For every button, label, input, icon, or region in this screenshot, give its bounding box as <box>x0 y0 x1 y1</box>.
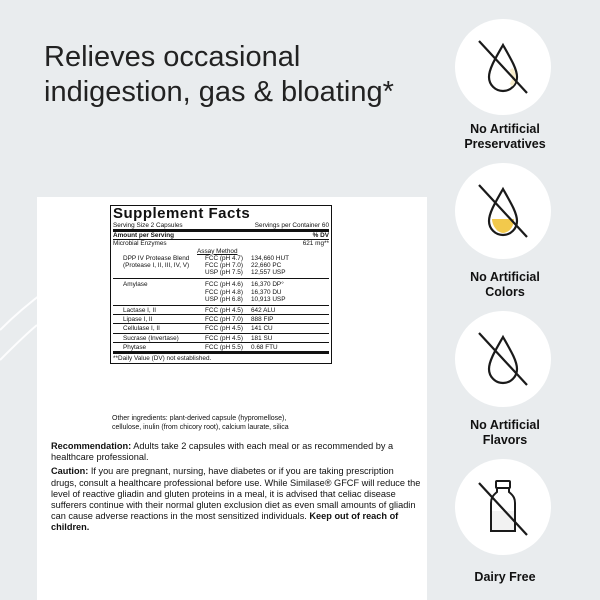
badge-no-colors <box>455 163 551 259</box>
enzyme-name: Lactase I, II <box>123 307 157 315</box>
dpp-blend-block <box>113 255 329 277</box>
badge-label-no-flavors <box>440 418 570 448</box>
headline-line-2: indigestion, gas & bloating* <box>44 76 394 108</box>
badge-label-no-preservatives <box>440 122 570 152</box>
assay-value: 10,913 USP <box>251 295 286 303</box>
badge-no-flavors <box>455 311 551 407</box>
badge-line-1: Dairy Free <box>474 570 536 584</box>
badge-line-2: Colors <box>485 285 525 299</box>
badge-label-dairy-free <box>440 570 570 585</box>
assay-value: 12,557 USP <box>251 269 286 277</box>
serving-row <box>113 222 329 229</box>
enzyme-row <box>113 305 329 314</box>
headline-line-1: Relieves occasional <box>44 41 301 73</box>
assay-method: FCC (pH 4.7) <box>205 254 243 262</box>
amount-header-row <box>113 229 329 239</box>
badge-line-1: No Artificial <box>470 122 540 136</box>
enzyme-row <box>113 314 329 323</box>
drop-no-preservatives-icon <box>455 19 551 115</box>
recommendation <box>51 441 421 463</box>
other-ingredients-line-1: Other ingredients: plant-derived capsule (hypromellose), <box>112 415 287 422</box>
badge-line-2: Preservatives <box>464 137 546 151</box>
badge-no-preservatives <box>455 19 551 115</box>
amylase-name: Amylase <box>123 281 148 289</box>
dv-header: % DV <box>312 232 329 240</box>
recommendation-text: Adults take 2 capsules with each meal or as recommended by a healthcare professional. <box>51 441 394 463</box>
assay-method: FCC (pH 4.8) <box>205 288 243 296</box>
enzyme-name: Cellulase I, II <box>123 325 160 333</box>
microbial-enzymes-label: Microbial Enzymes <box>113 240 167 248</box>
supplement-facts-box <box>110 205 332 364</box>
servings-per-container: Servings per Container 60 <box>254 222 329 229</box>
enzyme-row <box>113 323 329 332</box>
assay-value: 888 FIP <box>251 316 274 324</box>
dpp-blend-subname: (Protease I, II, III, IV, V) <box>123 262 190 270</box>
recommendation-label: Recommendation: <box>51 441 132 451</box>
caution-text: If you are pregnant, nursing, have diabetes or if you are taking prescription drugs, consult a healthcare professional before use. While Similase® GFCF will reduce the level of reactive gliadin and gluten proteins in a meal, it is advised that celiac disease sufferers continue with their normal gluten exclusion diet as even small amounts of gliadin can cause adverse reactions in the most sensitized individuals. <box>51 466 421 522</box>
assay-method: FCC (pH 4.5) <box>205 307 243 315</box>
caution <box>51 466 421 533</box>
assay-method: FCC (pH 7.0) <box>205 262 243 270</box>
label-panel <box>37 197 427 600</box>
enzyme-row <box>113 333 329 342</box>
assay-method: FCC (pH 4.5) <box>205 334 243 342</box>
assay-value: 642 ALU <box>251 307 276 315</box>
badge-label-no-colors <box>440 270 570 300</box>
caution-bold-end: Keep out of reach of children. <box>51 511 399 533</box>
badge-line-1: No Artificial <box>470 270 540 284</box>
assay-method: FCC (pH 4.5) <box>205 325 243 333</box>
other-ingredients <box>112 415 337 432</box>
badge-line-2: Flavors <box>482 433 528 447</box>
assay-value: 0.68 FTU <box>251 343 278 351</box>
drop-no-flavors-icon <box>455 311 551 407</box>
assay-value: 16,370 DU <box>251 288 282 296</box>
assay-method: USP (pH 6.8) <box>205 295 243 303</box>
serving-size: Serving Size 2 Capsules <box>113 222 183 229</box>
enzyme-row <box>113 342 329 351</box>
assay-value: 141 CU <box>251 325 273 333</box>
dpp-blend-name: DPP IV Protease Blend <box>123 254 190 262</box>
assay-method: FCC (pH 4.6) <box>205 281 243 289</box>
assay-method: FCC (pH 7.0) <box>205 316 243 324</box>
microbial-enzymes-row <box>113 239 329 247</box>
enzyme-name: Sucrase (Invertase) <box>123 334 179 342</box>
amylase-block <box>113 278 329 303</box>
badge-line-1: No Artificial <box>470 418 540 432</box>
directions-text <box>51 441 421 537</box>
assay-method-header: Assay Method <box>197 247 238 255</box>
milk-bottle-no-dairy-icon <box>455 459 551 555</box>
assay-value: 16,370 DP° <box>251 281 284 289</box>
assay-value: 181 SU <box>251 334 273 342</box>
enzyme-name: Lipase I, II <box>123 316 153 324</box>
caution-label: Caution: <box>51 466 89 477</box>
enzyme-name: Phytase <box>123 343 147 351</box>
microbial-enzymes-amount: 621 mg** <box>302 240 329 248</box>
amount-per-serving: Amount per Serving <box>113 232 175 240</box>
supplement-facts-title: Supplement Facts <box>113 205 251 222</box>
assay-value: 22,660 PC <box>251 262 282 270</box>
assay-method: USP (pH 7.5) <box>205 269 243 277</box>
drop-no-colors-icon <box>455 163 551 259</box>
assay-method: FCC (pH 5.5) <box>205 343 243 351</box>
other-ingredients-line-2: cellulose, inulin (from chicory root), calcium laurate, silica <box>112 423 289 431</box>
assay-value: 134,660 HUT <box>251 254 290 262</box>
headline <box>44 40 434 110</box>
footnote: **Daily Value (DV) not established. <box>113 351 329 362</box>
badge-dairy-free <box>455 459 551 555</box>
